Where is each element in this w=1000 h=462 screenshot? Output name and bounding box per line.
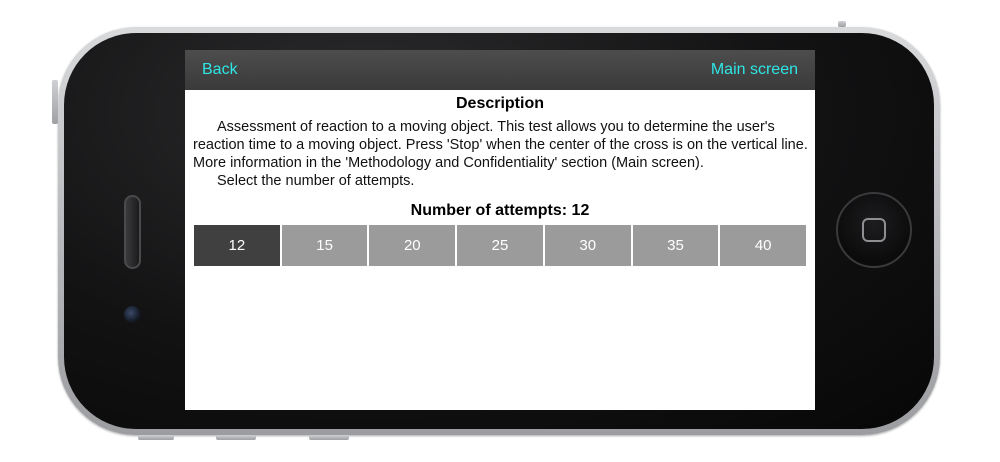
home-button[interactable] (836, 192, 912, 268)
back-button[interactable]: Back (202, 61, 238, 78)
description-paragraph: Assessment of reaction to a moving object. This test allows you to determine the user's reaction time to a moving object. Press 'Stop' when the center of the cross is on the vertical line. More information in the 'Methodology and Confidentiality' section (Main screen). (193, 119, 808, 171)
description-title: Description (455, 95, 544, 112)
volume-up-button (216, 435, 256, 440)
home-square-icon (862, 218, 886, 242)
attempts-segmented-control (194, 225, 806, 266)
app-screen (185, 50, 815, 410)
power-button (838, 21, 846, 27)
navigation-bar (185, 50, 815, 90)
attempts-option-35[interactable]: 35 (633, 225, 719, 266)
side-switch (138, 435, 174, 440)
attempts-title: Number of attempts: 12 (410, 202, 590, 219)
main-screen-button[interactable]: Main screen (710, 61, 798, 78)
attempts-option-12[interactable]: 12 (194, 225, 280, 266)
volume-down-button (309, 435, 349, 440)
description-text (193, 118, 811, 190)
attempts-option-30[interactable]: 30 (545, 225, 631, 266)
attempts-option-40[interactable]: 40 (720, 225, 806, 266)
speaker-grille (124, 195, 141, 269)
attempts-option-20[interactable]: 20 (369, 225, 455, 266)
description-instruction: Select the number of attempts. (217, 173, 415, 189)
mute-switch (52, 80, 58, 124)
attempts-option-15[interactable]: 15 (282, 225, 368, 266)
attempts-option-25[interactable]: 25 (457, 225, 543, 266)
front-camera (124, 306, 141, 323)
